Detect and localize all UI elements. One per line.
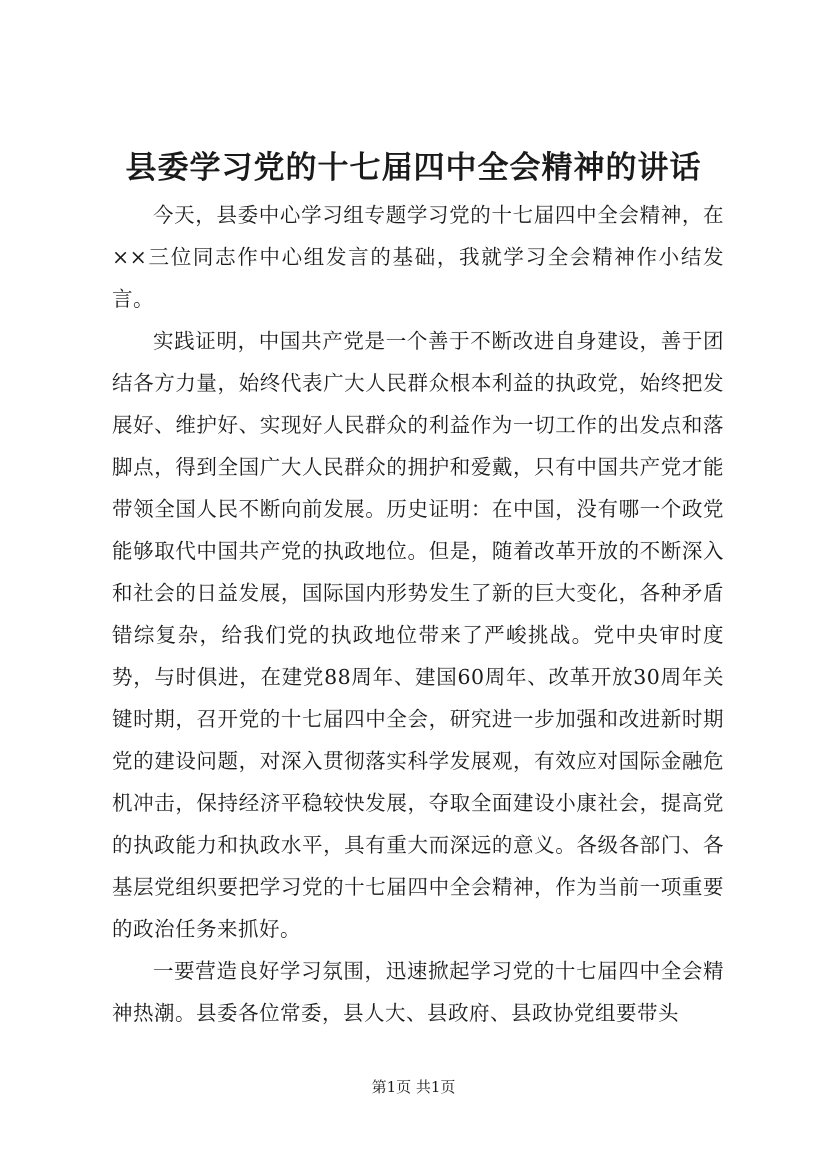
document-body bbox=[112, 194, 724, 1034]
document-title: 县委学习党的十七届四中全会精神的讲话 bbox=[125, 150, 702, 186]
paragraph-2: 实践证明，中国共产党是一个善于不断改进自身建设，善于团结各方力量，始终代表广大人民群众根本利益的执政党，始终把发展好、维护好、实现好人民群众的利益作为一切工作的出发点和落脚点，得到全国广大人民群众的拥护和爱戴，只有中国共产党才能带领全国人民不断向前发展。历史证明：在中国，没有哪一个政党能够取代中国共产党的执政地位。但是，随着改革开放的不断深入和社会的日益发展，国际国内形势发生了新的巨大变化，各种矛盾错综复杂，给我们党的执政地位带来了严峻挑战。党中央审时度势，与时俱进，在建党88周年、建国60周年、改革开放30周年关键时期，召开党的十七届四中全会，研究进一步加强和改进新时期党的建设问题，对深入贯彻落实科学发展观，有效应对国际金融危机冲击，保持经济平稳较快发展，夺取全面建设小康社会，提高党的执政能力和执政水平，具有重大而深远的意义。各级各部门、各基层党组织要把学习党的十七届四中全会精神，作为当前一项重要的政治任务来抓好。 bbox=[112, 329, 724, 941]
paragraph-3: 一要营造良好学习氛围，迅速掀起学习党的十七届四中全会精神热潮。县委各位常委，县人大、县政府、县政协党组要带头 bbox=[112, 959, 724, 1025]
page-footer: 第1页 共1页 bbox=[371, 1078, 456, 1096]
paragraph-1: 今天，县委中心学习组专题学习党的十七届四中全会精神，在××三位同志作中心组发言的基础，我就学习全会精神作小结发言。 bbox=[112, 203, 724, 311]
